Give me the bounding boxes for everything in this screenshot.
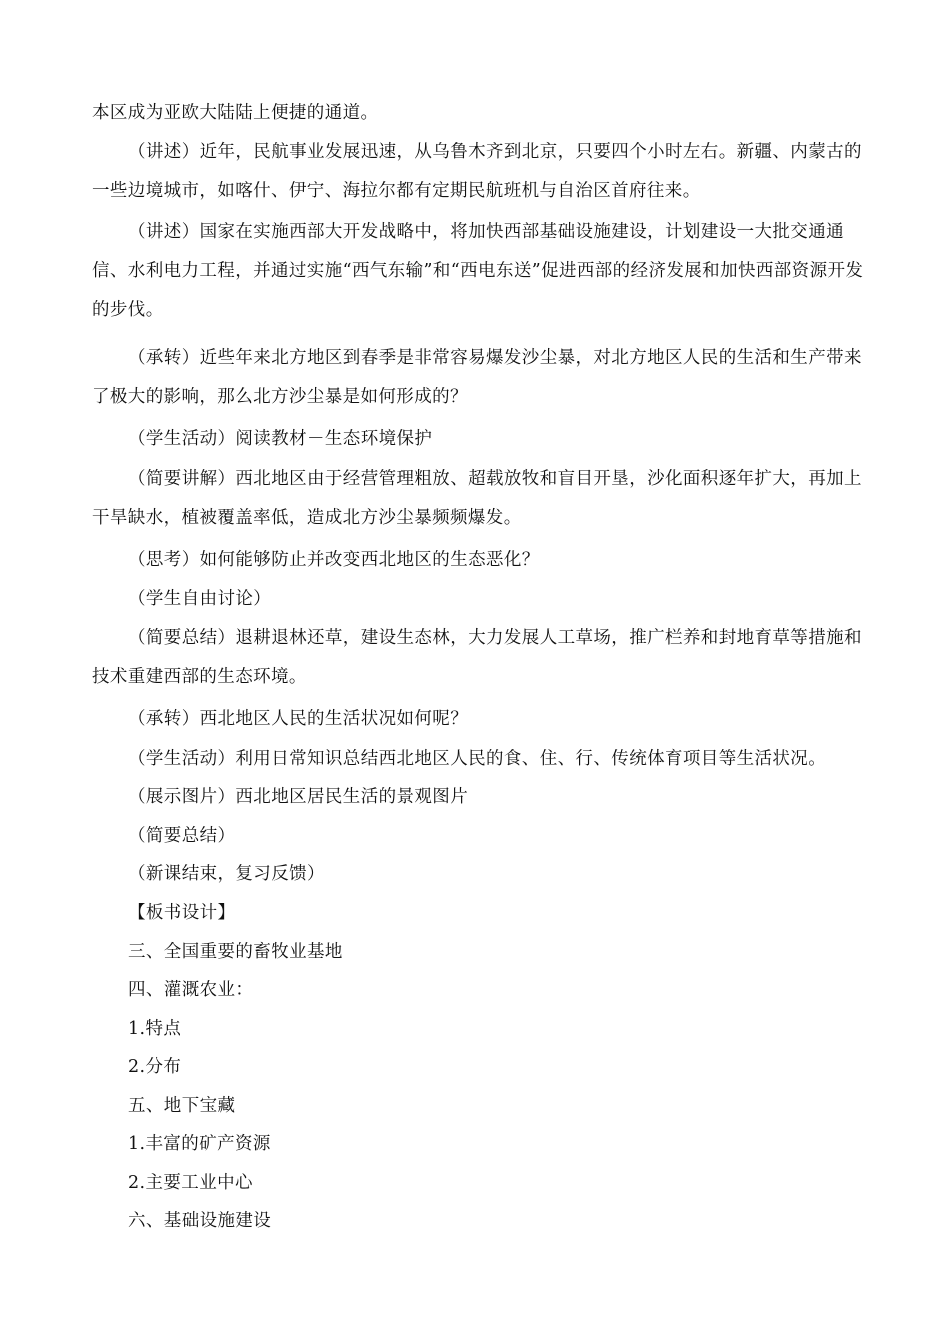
- paragraph-brief-summary-ecology: （简要总结）退耕退林还草，建设生态林，大力发展人工草场，推广栏养和封地育草等措施和技术重建西部的生态环境。: [92, 628, 862, 687]
- paragraph-transition-sandstorm: （承转）近些年来北方地区到春季是非常容易爆发沙尘暴，对北方地区人民的生活和生产带来了极大的影响，那么北方沙尘暴是如何形成的？: [92, 348, 862, 407]
- paragraph-transition-living: （承转）西北地区人民的生活状况如何呢？: [128, 709, 469, 729]
- outline-subitem-5-2: 2.主要工业中心: [128, 1173, 253, 1193]
- outline-item-4: 四、灌溉农业：: [128, 980, 254, 1000]
- paragraph-continuation: 本区成为亚欧大陆陆上便捷的通道。: [92, 103, 379, 123]
- paragraph-think: （思考）如何能够防止并改变西北地区的生态恶化？: [128, 550, 540, 570]
- paragraph-brief-explanation: （简要讲解）西北地区由于经营管理粗放、超载放牧和盲目开垦，沙化面积逐年扩大，再加上干旱缺水，植被覆盖率低，造成北方沙尘暴频频爆发。: [92, 469, 862, 528]
- outline-item-6: 六、基础设施建设: [128, 1211, 272, 1231]
- outline-subitem-5-1: 1.丰富的矿产资源: [128, 1134, 271, 1154]
- paragraph-brief-summary: （简要总结）: [128, 826, 236, 846]
- heading-board-design: 【板书设计】: [128, 903, 236, 923]
- outline-item-5: 五、地下宝藏: [128, 1096, 236, 1116]
- paragraph-free-discussion: （学生自由讨论）: [128, 589, 272, 609]
- paragraph-lesson-end: （新课结束，复习反馈）: [128, 864, 325, 884]
- paragraph-student-activity-living: （学生活动）利用日常知识总结西北地区人民的食、住、行、传统体育项目等生活状况。: [128, 749, 827, 769]
- paragraph-lecture-infrastructure: （讲述）国家在实施西部大开发战略中，将加快西部基础设施建设，计划建设一大批交通通信、水利电力工程，并通过实施“西气东输”和“西电东送”促进西部的经济发展和加快西部资源开发的步伐。: [92, 222, 864, 320]
- paragraph-lecture-aviation: （讲述）近年，民航事业发展迅速，从乌鲁木齐到北京，只要四个小时左右。新疆、内蒙古的一些边境城市，如喀什、伊宁、海拉尔都有定期民航班机与自治区首府往来。: [92, 142, 862, 201]
- paragraph-student-activity-reading: （学生活动）阅读教材－生态环境保护: [128, 429, 433, 449]
- outline-subitem-4-2: 2.分布: [128, 1057, 182, 1077]
- paragraph-show-pictures: （展示图片）西北地区居民生活的景观图片: [128, 787, 469, 807]
- outline-subitem-4-1: 1.特点: [128, 1019, 182, 1039]
- outline-item-3: 三、全国重要的畜牧业基地: [128, 942, 343, 962]
